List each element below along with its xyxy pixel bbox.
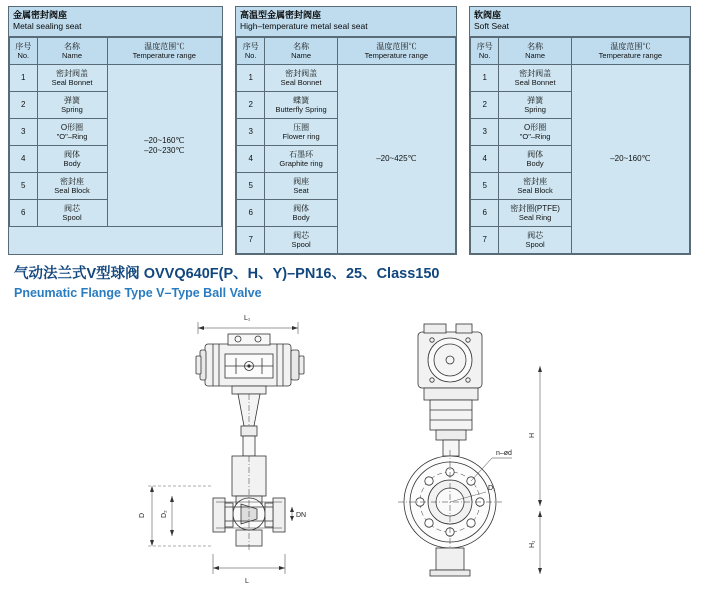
temp-line-1: –20~160℃: [144, 136, 185, 145]
table-header-row: [471, 38, 690, 65]
table-high-temperature-metal-seal-seat: [235, 6, 457, 255]
cell-name-cn: 压圈: [293, 122, 310, 132]
cell-name-cn: 密封阀盖: [519, 68, 552, 78]
table-metal-sealing-seat: [8, 6, 223, 255]
dim-label-n-d: n–ød: [496, 450, 512, 457]
cell-name-en: Spool: [525, 240, 545, 249]
table-title-en: High–temperature metal seal seat: [240, 21, 368, 31]
table-row: [471, 65, 690, 92]
table-header-row: [237, 38, 456, 65]
table-title: [470, 7, 690, 37]
cell-temp-range: [571, 65, 689, 254]
cell-name: [37, 92, 107, 119]
table-title: [236, 7, 456, 37]
table-row: [10, 65, 222, 92]
cell-name-cn: 弹簧: [527, 95, 544, 105]
col-header-temp: [571, 38, 689, 65]
cell-no: 4: [471, 146, 499, 173]
table-title: [9, 7, 222, 37]
table-title-en: Soft Seat: [474, 21, 509, 31]
cell-name: [265, 173, 337, 200]
cell-name-en: Body: [292, 213, 310, 222]
col-header-temp-cn: 温度范围℃: [610, 41, 651, 51]
cell-name: [265, 146, 337, 173]
cell-name: [265, 65, 337, 92]
cell-name-en: Seal Bonnet: [514, 78, 556, 87]
cell-no: 5: [471, 173, 499, 200]
col-header-no: [471, 38, 499, 65]
heading-en: Pneumatic Flange Type V–Type Ball Valve: [14, 286, 262, 300]
cell-name-en: Flower ring: [282, 132, 320, 141]
cell-no: 2: [10, 92, 38, 119]
cell-no: 6: [471, 200, 499, 227]
dim-label-l1: L₁: [244, 315, 251, 322]
cell-name-en: Seat: [293, 186, 309, 195]
col-header-temp: [107, 38, 222, 65]
cell-name: [499, 65, 571, 92]
dim-label-h1: H₁: [529, 540, 536, 548]
cell-no: 7: [471, 227, 499, 254]
col-header-no-en: No.: [17, 51, 30, 60]
col-header-temp-en: Temperature range: [132, 51, 196, 60]
cell-name-en: Seal Ring: [518, 213, 552, 222]
cell-name-en: "O"–Ring: [56, 132, 88, 141]
col-header-name-cn: 名称: [293, 41, 310, 51]
cell-name: [265, 200, 337, 227]
col-header-no-cn: 序号: [242, 41, 259, 51]
cell-name-en: Butterfly Spring: [275, 105, 327, 114]
cell-name-cn: 密封阀盖: [285, 68, 318, 78]
cell-no: 5: [237, 173, 265, 200]
cell-name-cn: 蝶簧: [293, 95, 310, 105]
table-row: [237, 65, 456, 92]
heading-cn: 气动法兰式V型球阀 OVVQ640F(P、H、Y)–PN16、25、Class150: [14, 266, 440, 282]
cell-name-en: Spool: [62, 213, 82, 222]
cell-temp-range: [337, 65, 455, 254]
cell-temp-range: [107, 65, 222, 227]
col-header-name-en: Name: [62, 51, 83, 60]
col-header-name-en: Name: [291, 51, 312, 60]
cell-name-cn: 阀芯: [293, 230, 310, 240]
cell-name-en: Body: [526, 159, 544, 168]
table-soft-seat: [469, 6, 691, 255]
right-view: [398, 324, 542, 576]
left-view: [148, 322, 307, 574]
cell-name-cn: 阀体: [527, 149, 544, 159]
cell-name-cn: 密封圈(PTFE): [510, 203, 560, 213]
cell-name: [499, 200, 571, 227]
dim-label-d: D: [139, 512, 146, 518]
col-header-no: [10, 38, 38, 65]
dim-label-h: H: [529, 432, 536, 438]
technical-drawing: [0, 306, 711, 596]
table-title-cn: 高温型金属密封阀座: [240, 10, 322, 20]
dim-label-l: L: [245, 578, 249, 585]
table-title-cn: 金属密封阀座: [13, 10, 68, 20]
cell-name-cn: 阀体: [64, 149, 81, 159]
dim-label-d1: D₁: [488, 485, 496, 492]
col-header-no: [237, 38, 265, 65]
col-header-name: [499, 38, 571, 65]
cell-name-cn: 阀座: [293, 176, 310, 186]
cell-name-cn: 阀芯: [527, 230, 544, 240]
cell-name: [37, 146, 107, 173]
cell-name-en: Spring: [61, 105, 83, 114]
temp-line-1: –20~160℃: [610, 154, 651, 164]
cell-no: 4: [237, 146, 265, 173]
temp-line-1: –20~425℃: [376, 154, 417, 164]
col-header-temp-en: Temperature range: [598, 51, 663, 60]
cell-name-en: Body: [63, 159, 81, 168]
cell-name: [499, 173, 571, 200]
cell-name-cn: 密封座: [523, 176, 548, 186]
dim-label-d2: D₂: [161, 510, 168, 518]
temp-line-2: –20~230℃: [144, 145, 185, 155]
cell-name-en: Seal Bonnet: [280, 78, 322, 87]
cell-no: 6: [10, 200, 38, 227]
col-header-no-cn: 序号: [15, 41, 32, 51]
spec-table: [470, 37, 690, 254]
cell-name: [37, 119, 107, 146]
table-header-row: [10, 38, 222, 65]
cell-name-en: Seal Block: [517, 186, 553, 195]
cell-name-cn: 密封座: [60, 176, 85, 186]
cell-name: [265, 227, 337, 254]
col-header-no-en: No.: [478, 51, 491, 60]
cell-no: 1: [471, 65, 499, 92]
cell-name-cn: 阀体: [293, 203, 310, 213]
col-header-name-cn: 名称: [527, 41, 544, 51]
cell-name: [499, 146, 571, 173]
col-header-no-en: No.: [244, 51, 257, 60]
col-header-name: [265, 38, 337, 65]
valve-drawing-svg: [0, 306, 711, 596]
cell-name-en: "O"–Ring: [519, 132, 551, 141]
cell-name: [265, 92, 337, 119]
table-title-en: Metal sealing seat: [13, 21, 82, 31]
cell-name-cn: O形圈: [60, 122, 84, 132]
cell-no: 1: [10, 65, 38, 92]
spec-tables-row: [0, 0, 711, 255]
col-header-temp-cn: 温度范围℃: [376, 41, 417, 51]
cell-name-cn: 弹簧: [64, 95, 81, 105]
cell-no: 3: [471, 119, 499, 146]
section-heading: [0, 255, 711, 302]
col-header-name-cn: 名称: [64, 41, 81, 51]
cell-name: [499, 92, 571, 119]
cell-name-cn: 石墨环: [289, 149, 314, 159]
cell-no: 3: [237, 119, 265, 146]
dim-label-dn: DN: [296, 512, 307, 519]
cell-name: [37, 173, 107, 200]
cell-no: 2: [471, 92, 499, 119]
spec-table: [9, 37, 222, 227]
cell-name-en: Graphite ring: [279, 159, 323, 168]
cell-no: 5: [10, 173, 38, 200]
cell-name: [37, 200, 107, 227]
cell-no: 6: [237, 200, 265, 227]
spec-table: [236, 37, 456, 254]
col-header-name-en: Name: [525, 51, 546, 60]
cell-name: [265, 119, 337, 146]
cell-no: 2: [237, 92, 265, 119]
cell-name-en: Seal Bonnet: [51, 78, 93, 87]
cell-name: [499, 227, 571, 254]
cell-name-en: Spool: [291, 240, 311, 249]
cell-name-cn: 阀芯: [64, 203, 81, 213]
col-header-temp: [337, 38, 455, 65]
cell-name-cn: 密封阀盖: [56, 68, 89, 78]
col-header-name: [37, 38, 107, 65]
col-header-temp-cn: 温度范围℃: [144, 41, 185, 51]
cell-name-cn: O形圈: [523, 122, 547, 132]
col-header-no-cn: 序号: [476, 41, 493, 51]
cell-no: 7: [237, 227, 265, 254]
cell-name-en: Spring: [524, 105, 546, 114]
col-header-temp-en: Temperature range: [364, 51, 429, 60]
cell-name-en: Seal Block: [54, 186, 90, 195]
table-title-cn: 软阀座: [474, 10, 502, 20]
cell-no: 3: [10, 119, 38, 146]
cell-no: 1: [237, 65, 265, 92]
cell-name: [37, 65, 107, 92]
cell-name: [499, 119, 571, 146]
cell-no: 4: [10, 146, 38, 173]
